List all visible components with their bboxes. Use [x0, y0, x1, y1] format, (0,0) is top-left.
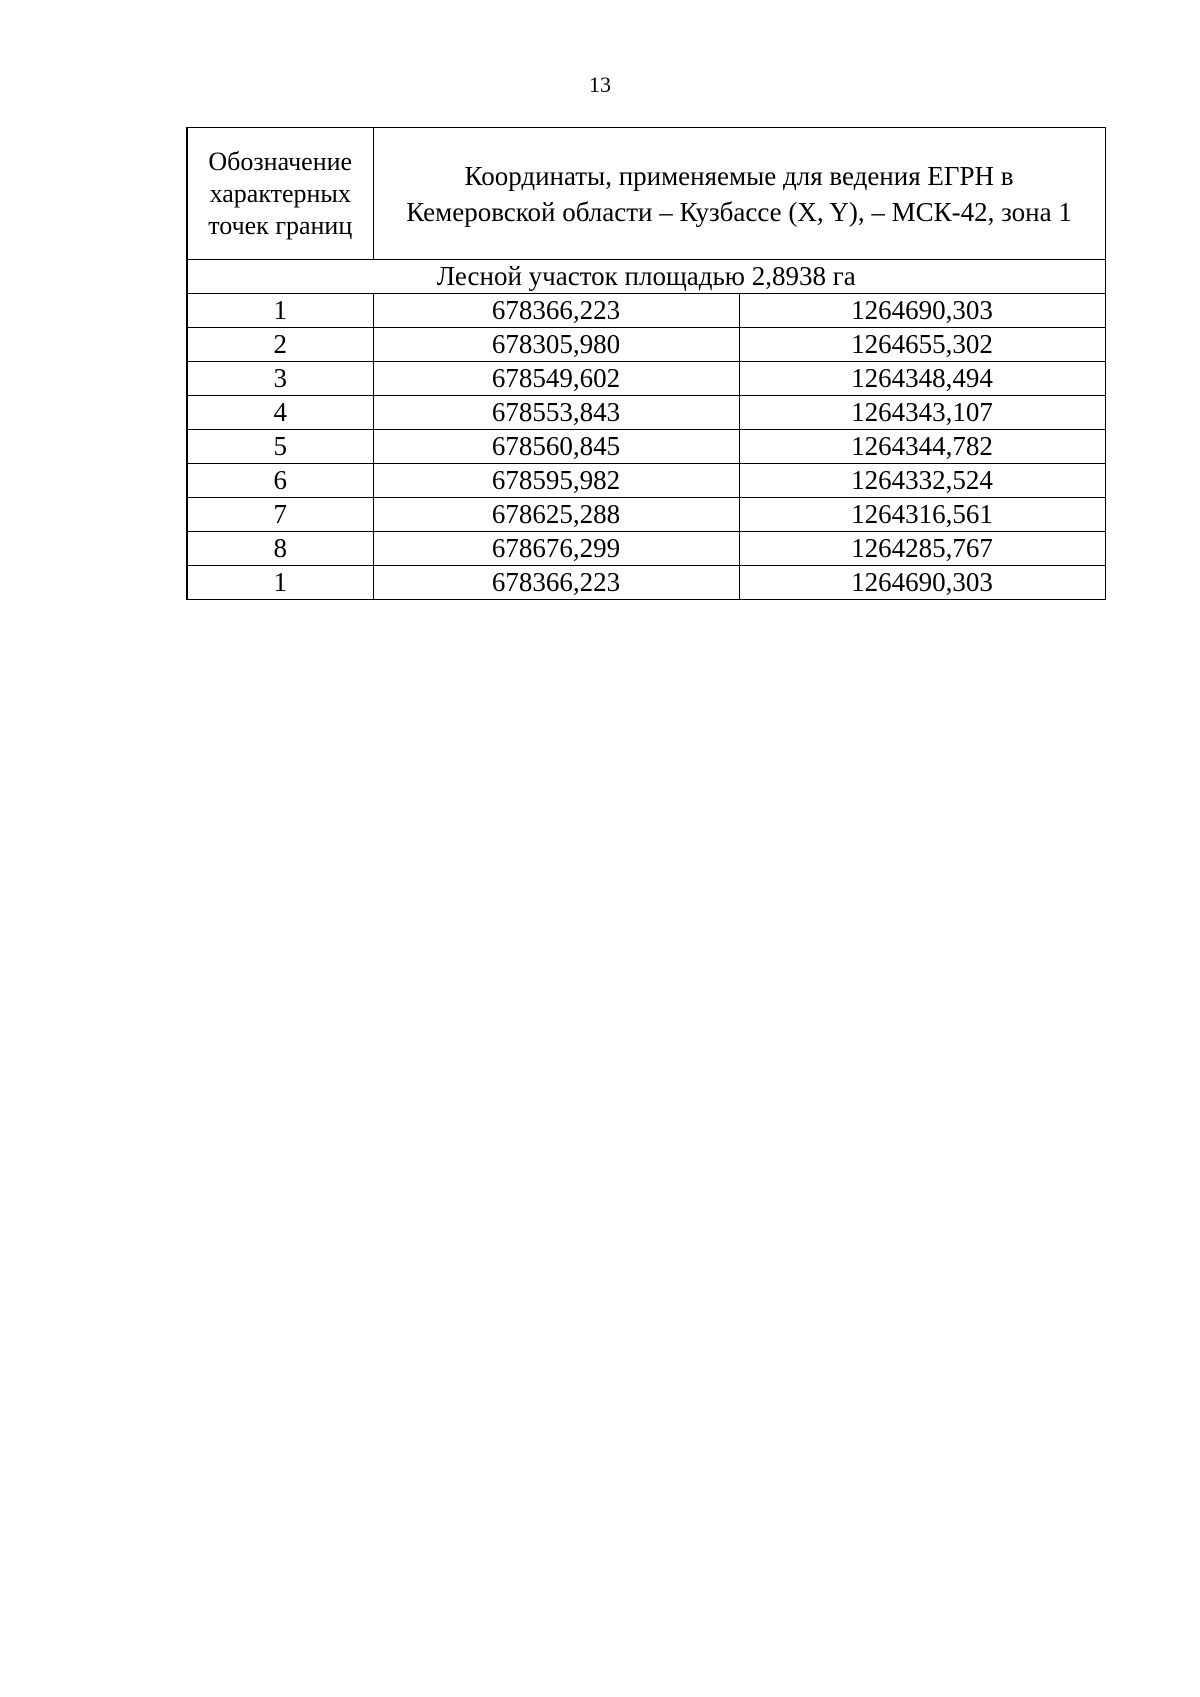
x-cell: 678595,982: [373, 464, 739, 498]
section-title-row: [187, 260, 1105, 294]
point-column-header: [187, 128, 373, 260]
coords-header-line: Координаты, применяемые для ведения ЕГРН в: [464, 160, 1014, 191]
y-cell: 1264285,767: [739, 532, 1105, 566]
point-cell: 6: [187, 464, 373, 498]
point-cell: 3: [187, 362, 373, 396]
point-cell: 2: [187, 328, 373, 362]
y-cell: 1264332,524: [739, 464, 1105, 498]
x-cell: 678305,980: [373, 328, 739, 362]
table-row: [187, 464, 1105, 498]
x-cell: 678366,223: [373, 566, 739, 600]
point-header-line: характерных: [209, 178, 351, 208]
x-cell: 678366,223: [373, 294, 739, 328]
x-cell: 678549,602: [373, 362, 739, 396]
table-row: [187, 396, 1105, 430]
y-cell: 1264343,107: [739, 396, 1105, 430]
point-cell: 1: [187, 294, 373, 328]
table-row: [187, 498, 1105, 532]
x-cell: 678553,843: [373, 396, 739, 430]
point-header-line: Обозначение: [208, 146, 353, 176]
point-cell: 1: [187, 566, 373, 600]
x-cell: 678625,288: [373, 498, 739, 532]
coordinates-table: [186, 127, 1106, 600]
section-title: Лесной участок площадью 2,8938 га: [187, 260, 1105, 294]
page-number: 13: [589, 72, 611, 97]
table-row: [187, 566, 1105, 600]
table-row: [187, 532, 1105, 566]
table-row: [187, 430, 1105, 464]
y-cell: 1264348,494: [739, 362, 1105, 396]
coordinates-column-header: [373, 128, 1105, 260]
point-cell: 8: [187, 532, 373, 566]
point-cell: 7: [187, 498, 373, 532]
y-cell: 1264690,303: [739, 294, 1105, 328]
x-cell: 678560,845: [373, 430, 739, 464]
y-cell: 1264655,302: [739, 328, 1105, 362]
table-header-row: [187, 128, 1105, 260]
y-cell: 1264690,303: [739, 566, 1105, 600]
point-cell: 4: [187, 396, 373, 430]
x-cell: 678676,299: [373, 532, 739, 566]
coords-header-line: Кемеровской области – Кузбассе (X, Y), – МСК-42, зона 1: [406, 196, 1072, 227]
table-row: [187, 362, 1105, 396]
y-cell: 1264344,782: [739, 430, 1105, 464]
y-cell: 1264316,561: [739, 498, 1105, 532]
point-header-line: точек границ: [208, 210, 353, 240]
table-row: [187, 328, 1105, 362]
table-row: [187, 294, 1105, 328]
point-cell: 5: [187, 430, 373, 464]
